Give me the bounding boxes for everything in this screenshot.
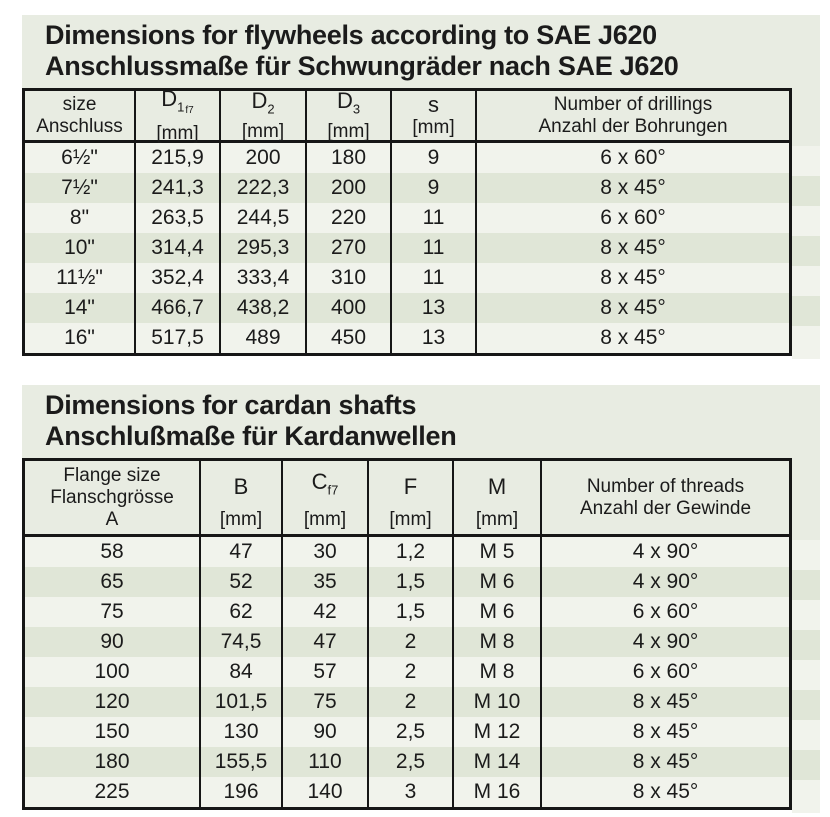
table-cell: M 8 [454, 627, 542, 657]
flywheel-section [22, 15, 820, 359]
stripe-extension-row [792, 236, 820, 266]
table-cell: 352,4 [136, 263, 221, 293]
table-cell: 11 [392, 203, 477, 233]
table-cell: 1,2 [369, 537, 454, 567]
cardan-table-wrap [22, 458, 820, 813]
cardan-title-en: Dimensions for cardan shafts [45, 390, 417, 420]
table-cell: 58 [25, 537, 201, 567]
table-row [25, 687, 789, 717]
flywheel-title-band [22, 15, 820, 88]
header-cell-c: $C_{f7}$ [mm] [283, 461, 369, 534]
table-row [25, 263, 789, 293]
table-cell: M 16 [454, 777, 542, 807]
table-row [25, 717, 789, 747]
section-gap [22, 359, 820, 385]
table-cell: 84 [201, 657, 283, 687]
stripe-extension-header [792, 88, 820, 146]
table-cell: 310 [307, 263, 392, 293]
table-row [25, 597, 789, 627]
table-cell: 14" [25, 293, 136, 323]
stripe-extension-row [792, 630, 820, 660]
table-cell: 8 x 45° [632, 720, 699, 743]
table-row [25, 567, 789, 597]
table-cell: 489 [221, 323, 307, 353]
table-row [25, 293, 789, 323]
table-row [25, 537, 789, 567]
header-cell-drillings: Number of drillings Anzahl der Bohrungen [538, 93, 728, 137]
flywheel-table-body [25, 143, 789, 353]
flywheel-title-de: Anschlussmaße für Schwungräder nach SAE J620 [45, 51, 679, 81]
table-cell: 200 [221, 143, 307, 173]
table-cell: 8 x 45° [632, 750, 699, 773]
table-cell: 1,5 [369, 597, 454, 627]
stripe-extension-row [792, 206, 820, 236]
table-cell: 7½" [25, 173, 136, 203]
table-cell: 11½" [25, 263, 136, 293]
table-row [25, 143, 789, 173]
table-cell: 466,7 [136, 293, 221, 323]
table-cell: 11 [392, 263, 477, 293]
header-cell-d2: $D_2$ [mm] [221, 91, 307, 140]
table-row [25, 173, 789, 203]
table-cell: 244,5 [221, 203, 307, 233]
table-cell: 225 [25, 777, 201, 807]
table-cell: 2 [369, 657, 454, 687]
header-cell-size: size Anschluss [25, 91, 136, 140]
table-cell: 2 [369, 687, 454, 717]
header-cell-d1: $D_{1f7}$ [mm] [136, 91, 221, 140]
table-cell: 16" [25, 323, 136, 353]
flywheel-stripe-extension [792, 88, 820, 359]
table-cell: 270 [307, 233, 392, 263]
table-cell: 62 [201, 597, 283, 627]
table-cell: 2 [369, 627, 454, 657]
stripe-extension-header [792, 458, 820, 540]
header-cell-m: M [mm] [454, 461, 542, 534]
table-cell: 9 [392, 143, 477, 173]
table-cell: 13 [392, 293, 477, 323]
table-cell: 52 [201, 567, 283, 597]
header-cell-b: B [mm] [201, 461, 283, 534]
stripe-extension-row [792, 600, 820, 630]
table-cell: 75 [283, 687, 369, 717]
table-cell: M 14 [454, 747, 542, 777]
table-cell: 30 [283, 537, 369, 567]
table-cell: 10" [25, 233, 136, 263]
table-row [25, 657, 789, 687]
cardan-table-header [25, 461, 789, 537]
table-cell: 140 [283, 777, 369, 807]
cardan-title-de: Anschlußmaße für Kardanwellen [45, 421, 457, 451]
table-cell: 450 [307, 323, 392, 353]
stripe-extension-row [792, 176, 820, 206]
table-cell: 100 [25, 657, 201, 687]
catalog-page [22, 15, 820, 813]
table-cell: 220 [307, 203, 392, 233]
table-cell: 57 [283, 657, 369, 687]
stripe-extension-row [792, 296, 820, 326]
cardan-stripe-extension [792, 458, 820, 813]
table-cell: 8" [25, 203, 136, 233]
table-cell: 8 x 45° [600, 296, 666, 319]
stripe-extension-row [792, 780, 820, 810]
cardan-table-body [25, 537, 789, 807]
table-cell: 6 x 60° [632, 660, 699, 683]
table-cell: 35 [283, 567, 369, 597]
table-cell: M 6 [454, 567, 542, 597]
stripe-extension-row [792, 750, 820, 780]
table-cell: 155,5 [201, 747, 283, 777]
table-cell: 200 [307, 173, 392, 203]
table-cell: 333,4 [221, 263, 307, 293]
stripe-extension-row [792, 720, 820, 750]
table-cell: 8 x 45° [600, 236, 666, 259]
stripe-extension-row [792, 540, 820, 570]
table-cell: 8 x 45° [632, 780, 699, 803]
table-cell: 90 [25, 627, 201, 657]
table-cell: 4 x 90° [632, 630, 699, 653]
table-cell: 180 [25, 747, 201, 777]
table-cell: 9 [392, 173, 477, 203]
table-cell: 47 [283, 627, 369, 657]
table-cell: M 5 [454, 537, 542, 567]
table-cell: 65 [25, 567, 201, 597]
table-cell: 295,3 [221, 233, 307, 263]
table-cell: 263,5 [136, 203, 221, 233]
table-cell: 180 [307, 143, 392, 173]
stripe-extension-row [792, 146, 820, 176]
table-cell: 6 x 60° [600, 206, 666, 229]
table-cell: 101,5 [201, 687, 283, 717]
table-row [25, 323, 789, 353]
table-cell: 517,5 [136, 323, 221, 353]
table-cell: 47 [201, 537, 283, 567]
table-cell: 8 x 45° [632, 690, 699, 713]
table-cell: 8 x 45° [600, 326, 666, 349]
table-cell: 3 [369, 777, 454, 807]
header-cell-d3: $D_3$ [mm] [307, 91, 392, 140]
cardan-title-band [22, 385, 820, 458]
table-cell: 4 x 90° [632, 570, 699, 593]
table-cell: M 12 [454, 717, 542, 747]
flywheel-table-header [25, 86, 789, 144]
table-cell: 2,5 [369, 747, 454, 777]
table-cell: 222,3 [221, 173, 307, 203]
table-row [25, 233, 789, 263]
table-cell: 400 [307, 293, 392, 323]
cardan-section [22, 385, 820, 813]
stripe-extension-footer [792, 810, 820, 813]
table-cell: 6 x 60° [632, 600, 699, 623]
table-cell: 8 x 45° [600, 266, 666, 289]
table-cell: 2,5 [369, 717, 454, 747]
flywheel-table-wrap [22, 88, 820, 359]
flywheel-table [22, 88, 792, 356]
table-cell: 120 [25, 687, 201, 717]
table-cell: 130 [201, 717, 283, 747]
stripe-extension-row [792, 570, 820, 600]
stripe-extension-row [792, 326, 820, 356]
table-cell: 1,5 [369, 567, 454, 597]
table-cell: 4 x 90° [632, 540, 699, 563]
stripe-extension-row [792, 660, 820, 690]
table-cell: 196 [201, 777, 283, 807]
table-cell: 314,4 [136, 233, 221, 263]
header-cell-f: F [mm] [369, 461, 454, 534]
stripe-extension-row [792, 266, 820, 296]
table-cell: 11 [392, 233, 477, 263]
stripe-extension-footer [792, 356, 820, 359]
flywheel-title-en: Dimensions for flywheels according to SAE J620 [45, 20, 657, 50]
table-cell: 42 [283, 597, 369, 627]
stripe-extension-row [792, 690, 820, 720]
table-cell: 6 x 60° [600, 146, 666, 169]
table-cell: M 10 [454, 687, 542, 717]
table-cell: 438,2 [221, 293, 307, 323]
table-cell: 75 [25, 597, 201, 627]
table-cell: 90 [283, 717, 369, 747]
header-cell-threads: Number of threads Anzahl der Gewinde [579, 475, 752, 519]
table-cell: 13 [392, 323, 477, 353]
header-cell-flange: Flange size Flanschgrösse A [25, 461, 201, 534]
table-row [25, 747, 789, 777]
table-cell: 6½" [25, 143, 136, 173]
header-cell-s: s [mm] [392, 91, 477, 140]
table-row [25, 627, 789, 657]
table-cell: 8 x 45° [600, 176, 666, 199]
table-row [25, 203, 789, 233]
table-cell: 110 [283, 747, 369, 777]
table-cell: 74,5 [201, 627, 283, 657]
table-cell: M 6 [454, 597, 542, 627]
table-cell: 241,3 [136, 173, 221, 203]
cardan-table [22, 458, 792, 810]
table-cell: 150 [25, 717, 201, 747]
table-row [25, 777, 789, 807]
table-cell: 215,9 [136, 143, 221, 173]
table-cell: M 8 [454, 657, 542, 687]
